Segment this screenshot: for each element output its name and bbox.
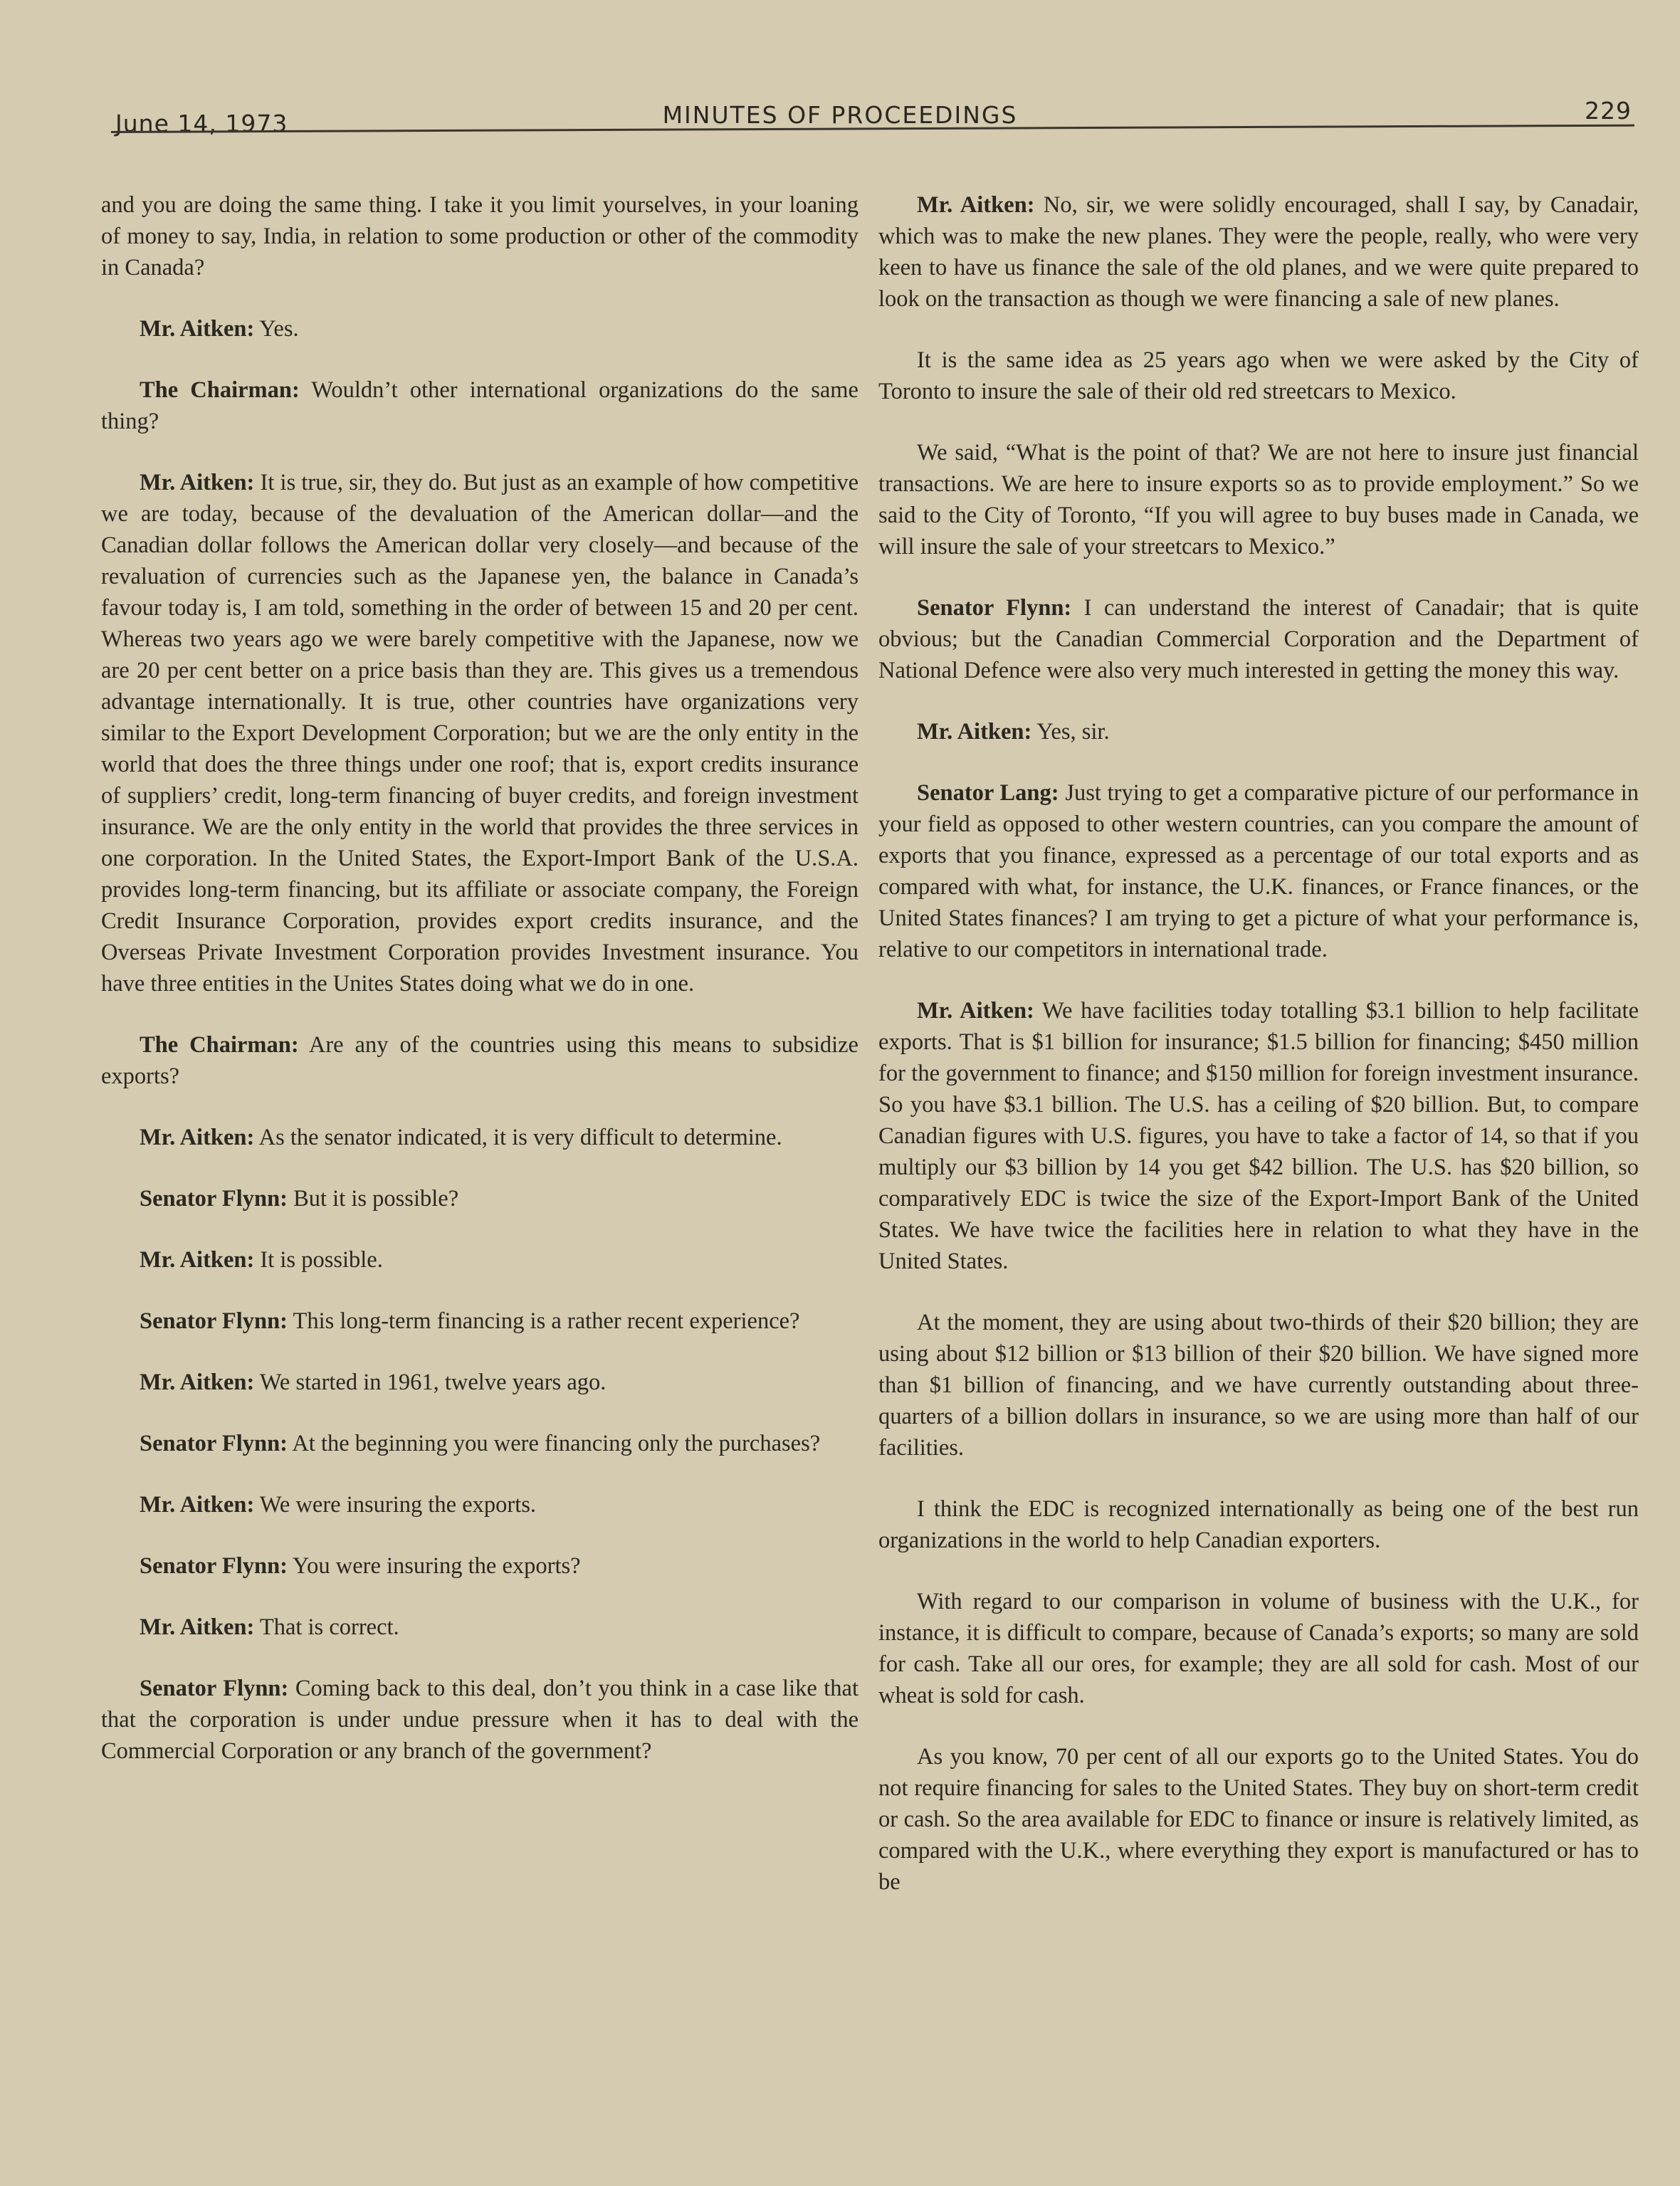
paragraph — [101, 1305, 859, 1337]
speaker-name: Mr. Aitken: — [140, 1370, 255, 1395]
left-column — [101, 189, 859, 1797]
paragraph — [878, 1493, 1639, 1556]
paragraph-text: Yes. — [259, 316, 299, 342]
header-title: MINUTES OF PROCEEDINGS — [662, 101, 1018, 129]
speaker-name: Mr. Aitken: — [140, 1125, 255, 1150]
paragraph-text: As you know, 70 per cent of all our exports go to the United States. You do not require financing for sales to the United States. They buy on short-term credit or cash. So the area available for EDC to finance or insure is relatively limited, as compared with the U.K., where everything they export is manufactured or has to be — [878, 1744, 1639, 1895]
paragraph — [878, 995, 1639, 1277]
paragraph-text: At the beginning you were financing only the purchases? — [292, 1431, 821, 1456]
paragraph — [878, 345, 1639, 407]
speaker-name: Senator Flynn: — [140, 1308, 288, 1334]
speaker-name: The Chairman: — [140, 1032, 299, 1058]
paragraph-text: We said, “What is the point of that? We are not here to insure just financial transactions. We are here to insure exports so as to provide employment.” So we said to the City of Toronto, “If you will agree to buy buses made in Canada, we will insure the sale of your streetcars to Mexico.” — [878, 440, 1639, 559]
paragraph-text: That is correct. — [259, 1614, 399, 1640]
paragraph-text: Just trying to get a comparative picture of our performance in your field as opposed to other western countries, can you compare the amount of exports that you finance, expressed as a percentage of our total exports and as compared with what, for instance, the U.K. finances, or France finances, or the United States finances? I am trying to get a picture of what your performance is, relative to our competitors in international trade. — [878, 780, 1639, 962]
paragraph — [101, 1183, 859, 1214]
paragraph-text: As the senator indicated, it is very difficult to determine. — [258, 1125, 782, 1150]
right-column — [878, 189, 1639, 1928]
paragraph-text: With regard to our comparison in volume of business with the U.K., for instance, it is difficult to compare, because of Canada’s exports; so many are sold for cash. Take all our ores, for example; they are all sold for cash. Most of our wheat is sold for cash. — [878, 1589, 1639, 1708]
speaker-name: Mr. Aitken: — [140, 1247, 255, 1273]
paragraph-text: No, sir, we were solidly encouraged, shall I say, by Canadair, which was to make the new planes. They were the people, really, who were very keen to have us finance the sale of the old planes, and we were quite prepared to look on the transaction as though we were financing a sale of new planes. — [878, 192, 1639, 312]
paragraph — [878, 1307, 1639, 1464]
paragraph — [101, 374, 859, 437]
paragraph-text: We started in 1961, twelve years ago. — [259, 1370, 607, 1395]
speaker-name: Senator Flynn: — [140, 1431, 288, 1456]
paragraph-text: Wouldn’t other international organizations do the same thing? — [101, 377, 859, 434]
paragraph-text: Coming back to this deal, don’t you think in a case like that that the corporation is under undue pressure when it has to deal with the Commercial Corporation or any branch of the government? — [101, 1676, 859, 1764]
paragraph-text: But it is possible? — [293, 1186, 459, 1212]
paragraph-text: I think the EDC is recognized internationally as being one of the best run organizations in the world to help Canadian exporters. — [878, 1496, 1639, 1553]
paragraph-text: We have facilities today totalling $3.1 billion to help facilitate exports. That is $1 billion for insurance; $1.5 billion for financing; $450 million for the government to finance; and $150 million for foreign investment insurance. So you have $3.1 billion. The U.S. has a ceiling of $20 billion. But, to compare Canadian figures with U.S. figures, you have to take a factor of 14, so that if you multiply our $3 billion by 14 you get $42 billion. The U.S. has $20 billion, so comparatively EDC is twice the size of the Export-Import Bank of the United States. We have twice the facilities here in relation to what they have in the United States. — [878, 998, 1639, 1274]
paragraph — [101, 1612, 859, 1643]
paragraph — [101, 189, 859, 283]
paragraph — [101, 1673, 859, 1767]
paragraph-text: It is true, sir, they do. But just as an example of how competitive we are today, because of the devaluation of the American dollar—and the Canadian dollar follows the American dollar very closely—and because of the revaluation of currencies such as the Japanese yen, the balance in Canada’s favour today is, I am told, something in the order of between 15 and 20 per cent. Whereas two years ago we were barely competitive with the Japanese, now we are 20 per cent better on a price basis than they are. This gives us a tremendous advantage internationally. It is true, other countries have organizations very similar to the Export Development Corporation; but we are the only entity in the world that does the three things under one roof; that is, export credits insurance of suppliers’ credit, long-term financing of buyer credits, and foreign investment insurance. We are the only entity in the world that provides the three services in one corporation. In the United States, the Export-Import Bank of the U.S.A. provides long-term financing, but its affiliate or associate company, the Foreign Credit Insurance Corporation, provides export credits insurance, and the Overseas Private Investment Corporation provides Investment insurance. You have three entities in the Unites States doing what we do in one. — [101, 470, 859, 997]
paragraph — [101, 313, 859, 345]
speaker-name: Senator Flynn: — [140, 1553, 288, 1579]
speaker-name: Senator Flynn: — [140, 1186, 288, 1212]
paragraph-text: At the moment, they are using about two-thirds of their $20 billion; they are using about $12 billion or $13 billion of their $20 billion. We have signed more than $1 billion of financing, and we have currently outstanding about three-quarters of a billion dollars in insurance, so we are using more than half of our facilities. — [878, 1310, 1639, 1461]
paragraph-text: Are any of the countries using this means to subsidize exports? — [101, 1032, 859, 1089]
speaker-name: Mr. Aitken: — [140, 470, 255, 495]
paragraph-text: You were insuring the exports? — [292, 1553, 581, 1579]
page-number: 229 — [1585, 97, 1632, 125]
header-date: June 14, 1973 — [115, 110, 288, 137]
paragraph-text: It is the same idea as 25 years ago when we were asked by the City of Toronto to insure the sale of their old red streetcars to Mexico. — [878, 347, 1639, 404]
speaker-name: Mr. Aitken: — [917, 719, 1032, 745]
paragraph — [878, 716, 1639, 747]
paragraph — [101, 467, 859, 999]
speaker-name: Senator Flynn: — [140, 1676, 289, 1701]
speaker-name: Mr. Aitken: — [917, 998, 1034, 1024]
paragraph-text: We were insuring the exports. — [259, 1492, 537, 1518]
speaker-name: The Chairman: — [140, 377, 300, 403]
paragraph-text: Yes, sir. — [1036, 719, 1110, 745]
speaker-name: Mr. Aitken: — [140, 1614, 255, 1640]
paragraph — [878, 189, 1639, 315]
speaker-name: Mr. Aitken: — [140, 1492, 255, 1518]
paragraph — [878, 592, 1639, 686]
paragraph — [101, 1489, 859, 1520]
paragraph — [878, 437, 1639, 562]
paragraph-text: and you are doing the same thing. I take it you limit yourselves, in your loaning of money to say, India, in relation to some production or other of the commodity in Canada? — [101, 192, 859, 280]
paragraph-text: It is possible. — [260, 1247, 383, 1273]
paragraph-text: This long-term financing is a rather recent experience? — [293, 1308, 800, 1334]
paragraph — [101, 1367, 859, 1398]
speaker-name: Senator Lang: — [917, 780, 1059, 806]
paragraph — [878, 1586, 1639, 1711]
paragraph-text: I can understand the interest of Canadair; that is quite obvious; but the Canadian Commercial Corporation and the Department of National Defence were also very much interested in getting the money this way. — [878, 595, 1639, 683]
paragraph — [101, 1122, 859, 1153]
paragraph — [101, 1244, 859, 1276]
paragraph — [101, 1029, 859, 1092]
paragraph — [878, 777, 1639, 965]
paragraph — [878, 1741, 1639, 1898]
paragraph — [101, 1428, 859, 1459]
speaker-name: Senator Flynn: — [917, 595, 1072, 621]
paragraph — [101, 1550, 859, 1582]
speaker-name: Mr. Aitken: — [917, 192, 1035, 218]
speaker-name: Mr. Aitken: — [140, 316, 255, 342]
